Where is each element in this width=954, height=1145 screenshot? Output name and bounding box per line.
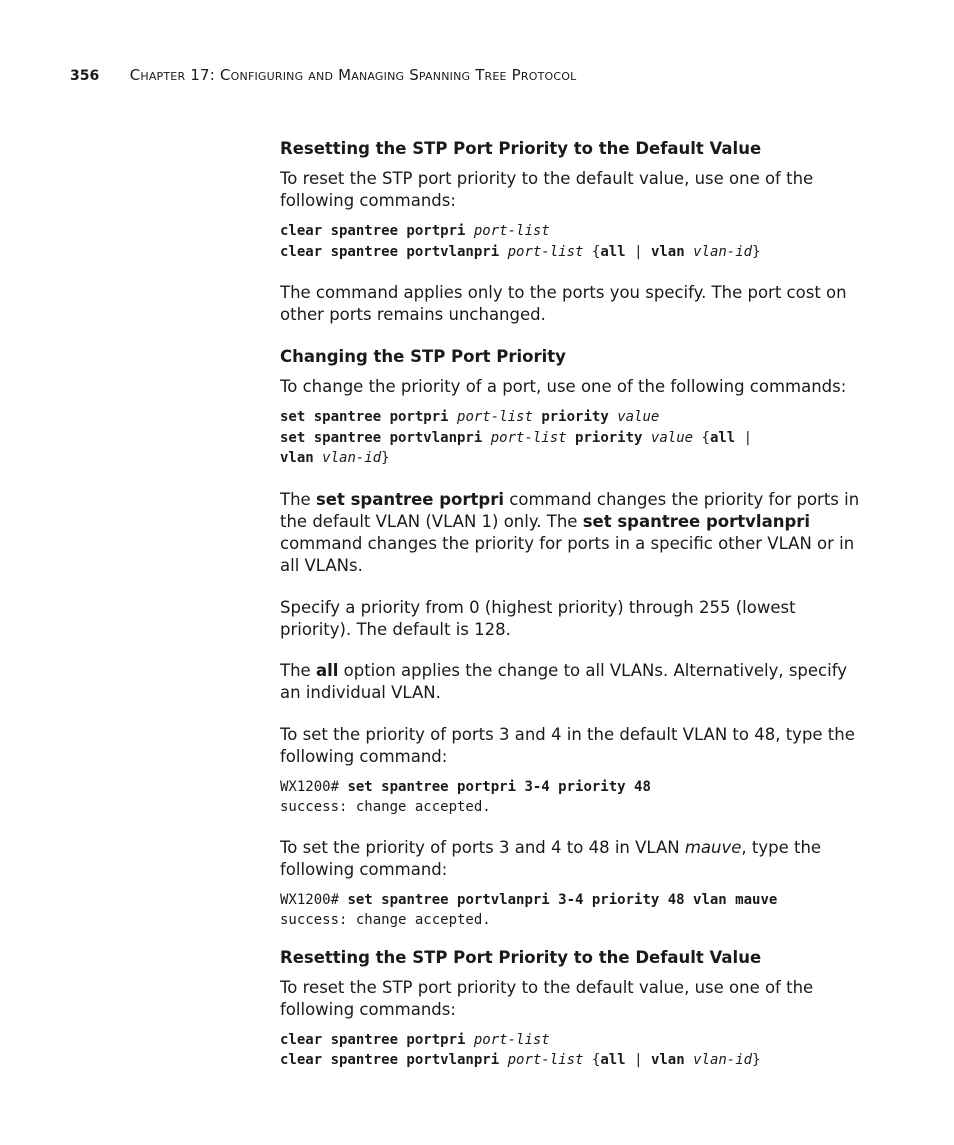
code-arg: vlan-id bbox=[693, 243, 753, 260]
inline-command: set spantree portvlanpri bbox=[582, 511, 811, 531]
code-keyword: vlan bbox=[280, 450, 314, 466]
paragraph: The all option applies the change to all VLANs. Alternatively, specify an individual VLAN. bbox=[280, 660, 847, 702]
page-number: 356 bbox=[70, 68, 100, 84]
code-keyword: all bbox=[709, 429, 736, 446]
paragraph: Specify a priority from 0 (highest priority) through 255 (lowest priority). The default is 128. bbox=[280, 597, 796, 639]
code-line bbox=[280, 430, 752, 446]
code-keyword: priority bbox=[541, 409, 609, 425]
page-header bbox=[70, 66, 576, 84]
code-keyword: clear spantree portpri bbox=[280, 223, 466, 239]
paragraph: To change the priority of a port, use one of the following commands: bbox=[280, 377, 847, 396]
paragraph: To reset the STP port priority to the default value, use one of the following commands: bbox=[280, 977, 814, 1019]
code-example bbox=[280, 890, 865, 931]
code-brace: } bbox=[381, 450, 390, 466]
inline-command: set spantree portpri bbox=[315, 489, 505, 509]
inline-keyword: all bbox=[315, 660, 339, 680]
code-arg: port-list bbox=[490, 429, 567, 446]
code-brace: } bbox=[752, 1052, 761, 1068]
cli-output: success: change accepted. bbox=[280, 799, 491, 815]
paragraph: The set spantree portpri command changes the priority for ports in the default VLAN (VLAN 1) only. The set spantree portvlanpri command changes the priority for ports in a specific other VLAN or in all VLANs. bbox=[280, 489, 860, 575]
code-line bbox=[280, 1052, 761, 1068]
code-bar: | bbox=[634, 243, 643, 260]
code-block bbox=[280, 407, 865, 469]
code-block bbox=[280, 1030, 865, 1071]
page-content bbox=[280, 138, 865, 1071]
code-line bbox=[280, 892, 777, 908]
code-example bbox=[280, 777, 865, 818]
code-arg: value bbox=[650, 429, 694, 446]
code-keyword: vlan bbox=[650, 1052, 685, 1068]
section-heading: Resetting the STP Port Priority to the Default Value bbox=[280, 139, 762, 158]
code-line bbox=[280, 779, 651, 795]
code-arg: vlan-id bbox=[693, 1052, 753, 1068]
code-block bbox=[280, 221, 865, 262]
inline-vlan-name: mauve bbox=[684, 837, 742, 857]
code-line bbox=[280, 244, 761, 260]
code-keyword: priority bbox=[575, 429, 643, 446]
paragraph: To set the priority of ports 3 and 4 to 48 in VLAN mauve, type the following command: bbox=[280, 837, 822, 879]
code-bar: | bbox=[634, 1052, 643, 1068]
code-line bbox=[280, 223, 550, 239]
code-arg: port-list bbox=[457, 409, 533, 425]
code-arg: port-list bbox=[507, 243, 584, 260]
code-keyword: clear spantree portvlanpri bbox=[280, 1052, 500, 1068]
code-brace: { bbox=[591, 1052, 601, 1068]
section-heading: Changing the STP Port Priority bbox=[280, 347, 566, 366]
code-keyword: clear spantree portpri bbox=[280, 1031, 466, 1048]
code-brace: { bbox=[701, 429, 710, 446]
code-line bbox=[280, 1032, 550, 1048]
code-keyword: clear spantree portvlanpri bbox=[280, 243, 500, 260]
cli-output: success: change accepted. bbox=[280, 912, 491, 928]
cli-command: set spantree portvlanpri 3-4 priority 48 vlan mauve bbox=[347, 891, 778, 908]
code-keyword: set spantree portpri bbox=[280, 409, 449, 425]
code-brace: } bbox=[752, 243, 761, 260]
code-arg: port-list bbox=[507, 1052, 584, 1068]
code-arg: value bbox=[617, 409, 660, 425]
code-arg: vlan-id bbox=[322, 450, 382, 466]
section-heading: Resetting the STP Port Priority to the Default Value bbox=[280, 947, 762, 967]
cli-prompt: WX1200# bbox=[280, 778, 348, 795]
code-line bbox=[280, 450, 390, 466]
code-keyword: set spantree portvlanpri bbox=[280, 429, 483, 446]
code-bar: | bbox=[743, 429, 753, 446]
code-keyword: all bbox=[600, 243, 626, 260]
code-line bbox=[280, 409, 659, 425]
cli-command: set spantree portpri 3-4 priority 48 bbox=[347, 778, 651, 795]
chapter-title: Chapter 17: Configuring and Managing Spanning Tree Protocol bbox=[129, 66, 577, 84]
paragraph: To set the priority of ports 3 and 4 in the default VLAN to 48, type the following command: bbox=[280, 724, 855, 766]
paragraph: To reset the STP port priority to the default value, use one of the following commands: bbox=[280, 169, 814, 210]
cli-prompt: WX1200# bbox=[280, 891, 348, 908]
code-arg: port-list bbox=[473, 223, 550, 239]
code-brace: { bbox=[591, 243, 601, 260]
code-keyword: vlan bbox=[650, 243, 685, 260]
paragraph: The command applies only to the ports you specify. The port cost on other ports remains unchanged. bbox=[280, 283, 847, 324]
code-arg: port-list bbox=[473, 1031, 550, 1048]
code-keyword: all bbox=[600, 1052, 626, 1068]
